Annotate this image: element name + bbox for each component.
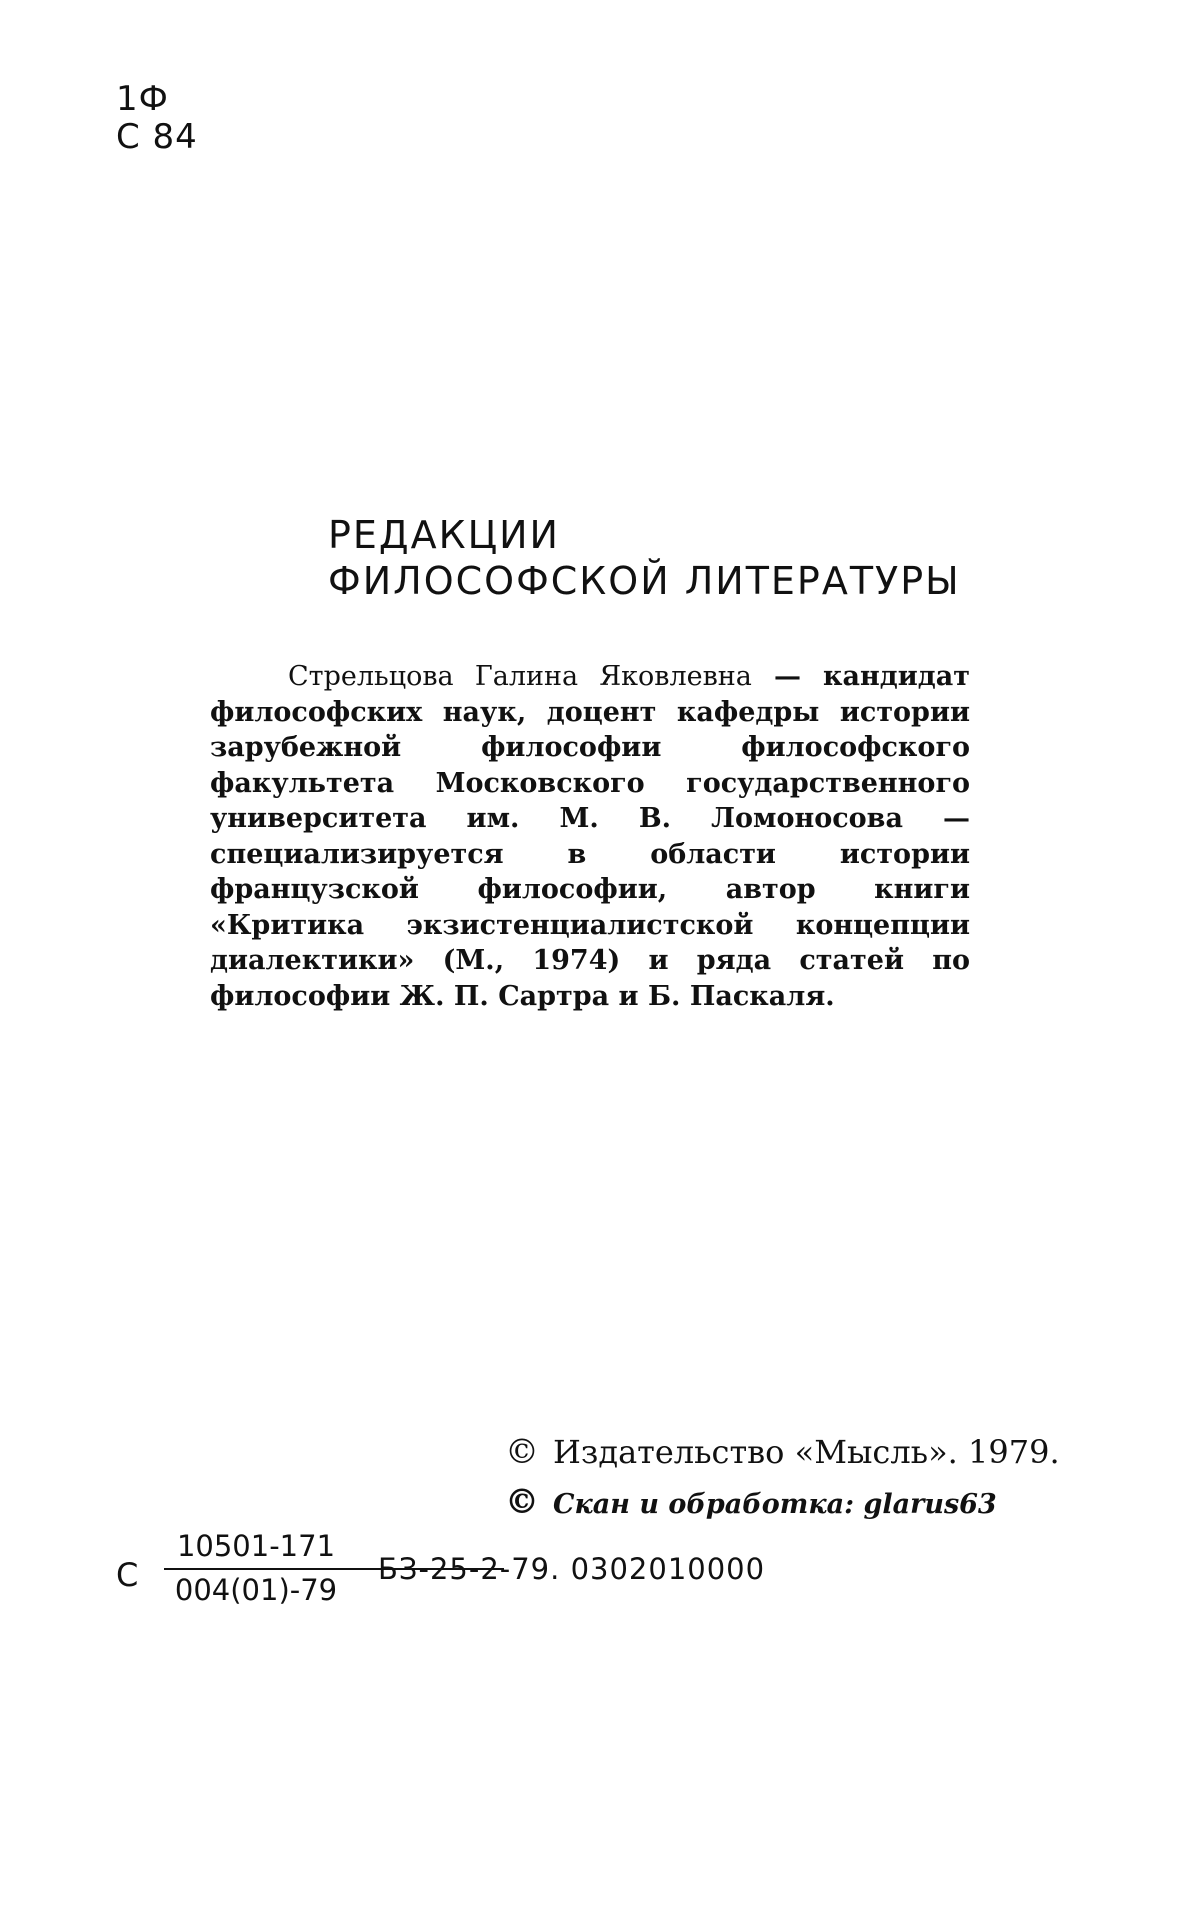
classification-line-1: 1Ф xyxy=(116,79,169,119)
catalog-letter: С xyxy=(116,1556,139,1594)
copyright-icon: © xyxy=(505,1432,539,1472)
catalog-denominator: 004(01)-79 xyxy=(174,1573,338,1607)
classification-code xyxy=(116,80,198,156)
classification-line-2: С 84 xyxy=(116,117,198,157)
copyright-text: Издательство «Мысль». 1979. xyxy=(553,1433,1060,1471)
scan-credit-line xyxy=(505,1482,997,1522)
author-bio xyxy=(210,659,970,1014)
catalog-code: БЗ-25-2-79. 0302010000 xyxy=(378,1552,766,1586)
imprint-line-2: ФИЛОСОФСКОЙ ЛИТЕРАТУРЫ xyxy=(328,559,961,603)
publisher-imprint xyxy=(328,512,961,604)
author-name: Стрельцова Галина Яковлевна xyxy=(288,661,752,692)
imprint-line-1: РЕДАКЦИИ xyxy=(328,513,560,557)
scan-credit-text: Скан и обработка: glarus63 xyxy=(553,1489,997,1520)
scan-copyright-icon: © xyxy=(505,1482,539,1522)
catalog-numerator: 10501-171 xyxy=(176,1529,336,1563)
copyright-line xyxy=(505,1432,1060,1472)
author-bio-text: — кандидат философских наук, доцент кафедры истории зарубежной философии философского факультета Московского государственного университета им. М. В. Ломоносова — специализируется в области истории французской философии, автор книги «Критика экзистенциалистской концепции диалектики» (М., 1974) и ряда статей по философии Ж. П. Сартра и Б. Паскаля. xyxy=(210,661,970,1012)
